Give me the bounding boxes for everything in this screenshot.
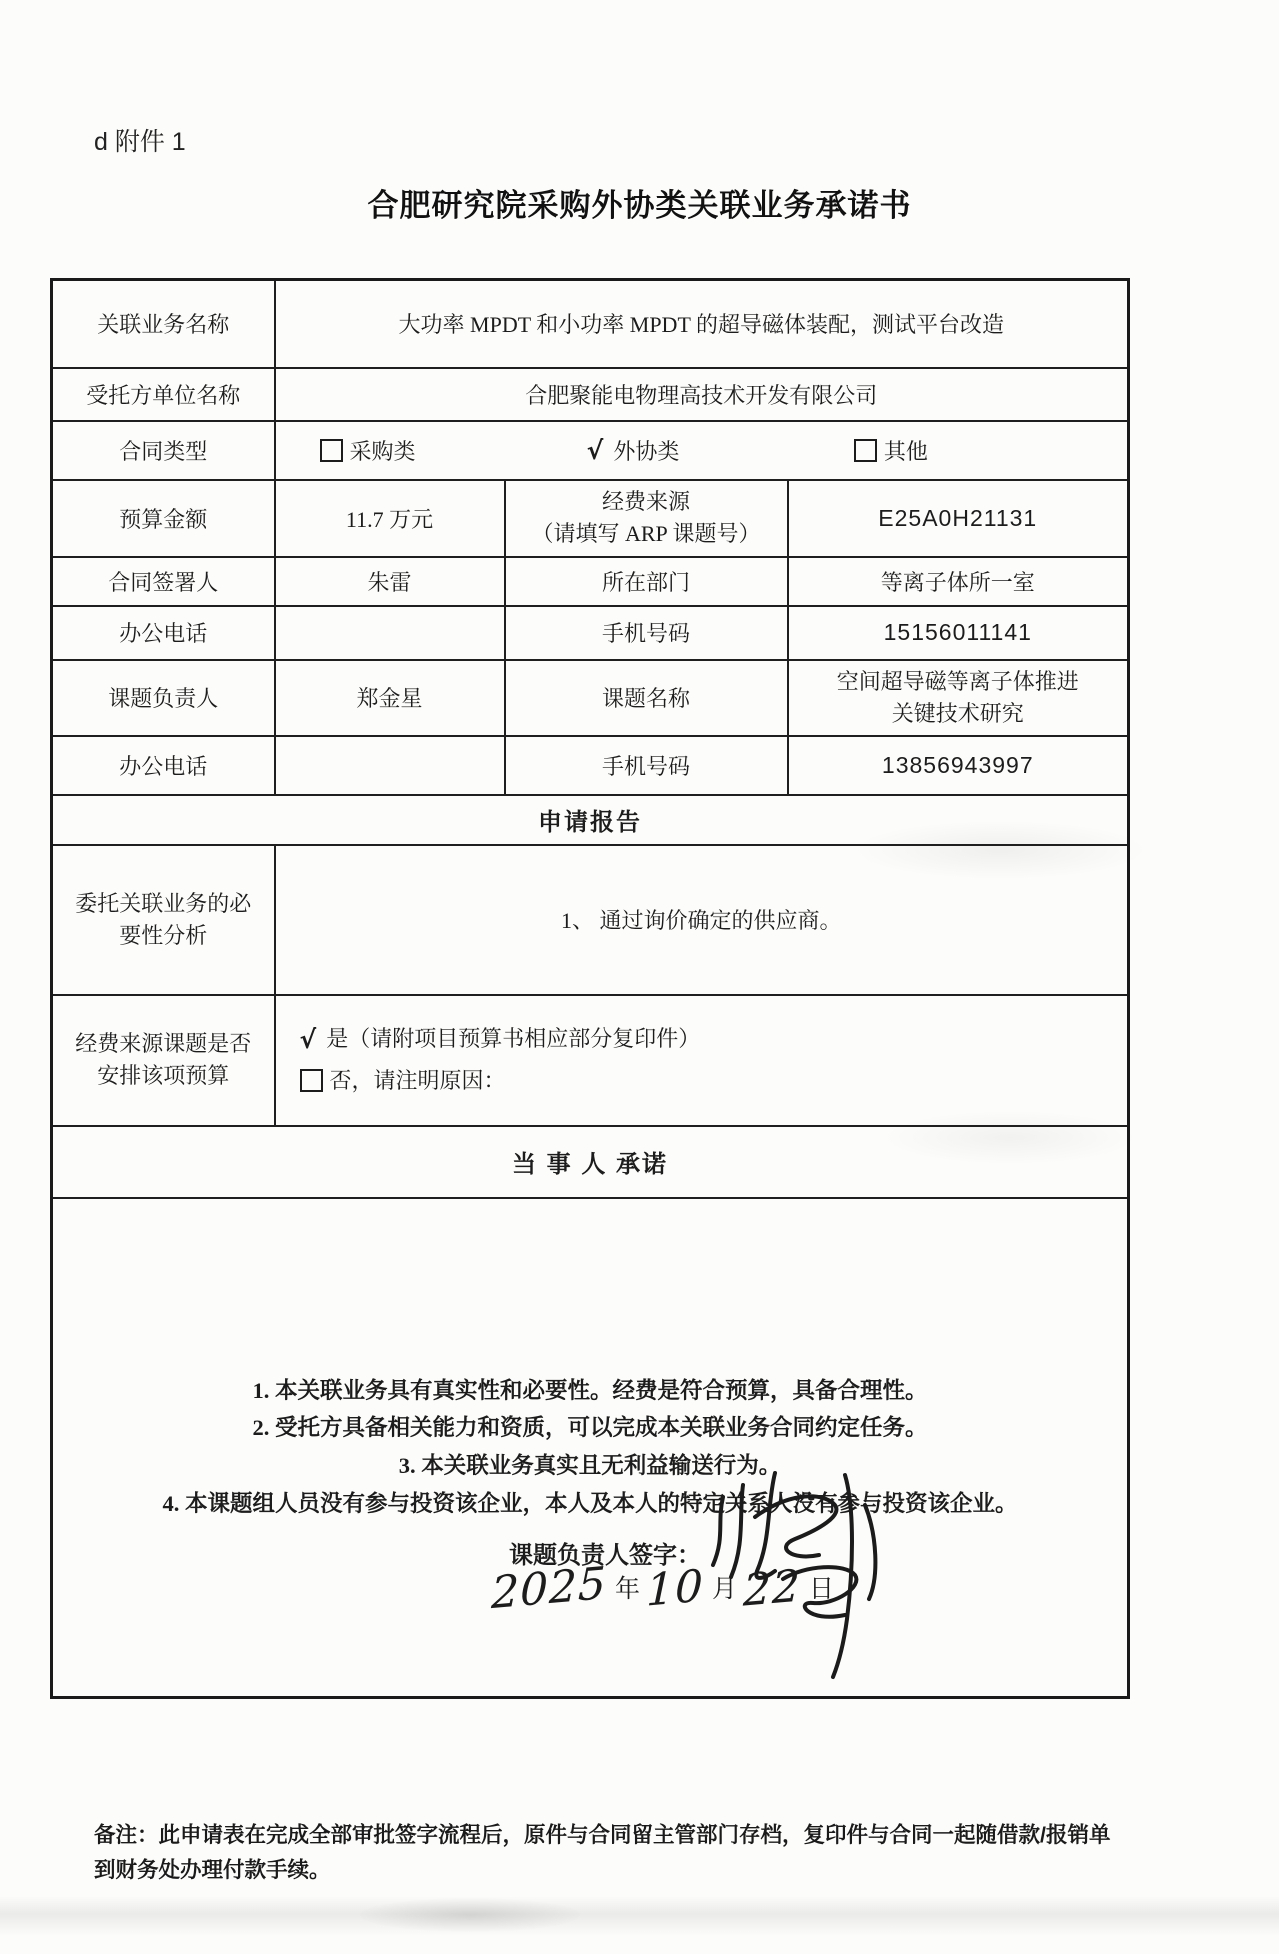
row-application-report-header [52, 795, 1129, 845]
department-value: 等离子体所一室 [788, 557, 1129, 606]
budget-arranged-label: 经费来源课题是否 安排该项预算 [52, 995, 275, 1126]
mobile2-label: 手机号码 [505, 736, 788, 795]
budget-value: 11.7 万元 [275, 480, 505, 557]
check-mark-icon: √ [586, 435, 604, 465]
trustee-value: 合肥聚能电物理高技术开发有限公司 [275, 368, 1129, 421]
page-title: 合肥研究院采购外协类关联业务承诺书 [367, 188, 912, 223]
attachment-label: d 附件 1 [94, 128, 186, 156]
trustee-label: 受托方单位名称 [52, 368, 275, 421]
office-phone1-value [275, 606, 505, 660]
date-day-unit: 日 [809, 1575, 835, 1603]
row-trustee [52, 368, 1129, 421]
mobile2-value: 13856943997 [788, 736, 1129, 795]
row-pi [52, 660, 1129, 736]
option-purchase [320, 435, 587, 466]
commitment-item: 3. 本关联业务真实且无利益输送行为。 [398, 1453, 782, 1479]
option-outsourcing-label: 外协类 [613, 438, 680, 464]
option-other [854, 435, 1121, 466]
row-signer [52, 557, 1129, 606]
contract-type-options [275, 421, 1129, 480]
mobile1-value: 15156011141 [788, 606, 1129, 660]
check-mark-icon: √ [299, 1024, 317, 1054]
necessity-label: 委托关联业务的必 要性分析 [52, 845, 275, 995]
date-day-handwritten: 22 [742, 1559, 802, 1617]
row-commitment-header [52, 1126, 1129, 1198]
mobile1-label: 手机号码 [505, 606, 788, 660]
department-label: 所在部门 [505, 557, 788, 606]
row-office-phone-1 [52, 606, 1129, 660]
scan-smudge [360, 1898, 580, 1932]
contract-type-label: 合同类型 [52, 421, 275, 480]
checkbox-icon [300, 1069, 323, 1092]
funding-source-value: E25A0H21131 [788, 480, 1129, 557]
row-budget-arranged [52, 995, 1129, 1126]
project-name-value: 空间超导磁等离子体推进 关键技术研究 [788, 660, 1129, 736]
signature-date [490, 1557, 840, 1619]
option-purchase-label: 采购类 [349, 438, 416, 464]
form-table [50, 278, 1130, 1699]
business-name-value: 大功率 MPDT 和小功率 MPDT 的超导磁体装配，测试平台改造 [275, 280, 1129, 368]
option-other-label: 其他 [883, 438, 928, 464]
business-name-label: 关联业务名称 [52, 280, 275, 368]
option-outsourcing [587, 435, 854, 466]
office-phone2-label: 办公电话 [52, 736, 275, 795]
budget-arranged-value [275, 995, 1129, 1126]
row-budget [52, 480, 1129, 557]
date-month-handwritten: 10 [645, 1559, 705, 1617]
pi-label: 课题负责人 [52, 660, 275, 736]
commitment-item: 1. 本关联业务具有真实性和必要性。经费是符合预算，具备合理性。 [252, 1377, 928, 1403]
date-month-unit: 月 [712, 1575, 738, 1603]
date-year-handwritten: 2025 [490, 1557, 608, 1619]
commitment-header: 当 事 人 承诺 [52, 1126, 1129, 1198]
commitment-item: 2. 受托方具备相关能力和资质，可以完成本关联业务合同约定任务。 [252, 1415, 928, 1441]
scan-smudge [0, 1896, 1279, 1936]
signer-label: 合同签署人 [52, 557, 275, 606]
checkbox-icon [854, 439, 877, 462]
row-commitments [52, 1198, 1129, 1698]
signer-value: 朱雷 [275, 557, 505, 606]
checkbox-icon [320, 439, 343, 462]
row-necessity [52, 845, 1129, 995]
row-business-name [52, 280, 1129, 368]
project-name-label: 课题名称 [505, 660, 788, 736]
commitments-cell [52, 1198, 1129, 1698]
date-year-unit: 年 [614, 1575, 640, 1603]
row-office-phone-2 [52, 736, 1129, 795]
office-phone2-value [275, 736, 505, 795]
budget-label: 预算金额 [52, 480, 275, 557]
application-report-header: 申请报告 [52, 795, 1129, 845]
budget-arranged-yes: √ 是（请附项目预算书相应部分复印件） [299, 1024, 701, 1054]
office-phone1-label: 办公电话 [52, 606, 275, 660]
row-contract-type [52, 421, 1129, 480]
signature-label: 课题负责人签字： [509, 1542, 701, 1569]
footer-note: 备注：此申请表在完成全部审批签字流程后，原件与合同留主管部门存档，复印件与合同一起随借款/报销单到财务处办理付款手续。 [94, 1822, 1111, 1882]
funding-source-label: 经费来源 （请填写 ARP 课题号） [505, 480, 788, 557]
budget-arranged-no: 否，请注明原因： [300, 1060, 1122, 1102]
pi-value: 郑金星 [275, 660, 505, 736]
necessity-value: 1、 通过询价确定的供应商。 [275, 845, 1129, 995]
commitment-item: 4. 本课题组人员没有参与投资该企业，本人及本人的特定关系人没有参与投资该企业。 [162, 1491, 1018, 1517]
